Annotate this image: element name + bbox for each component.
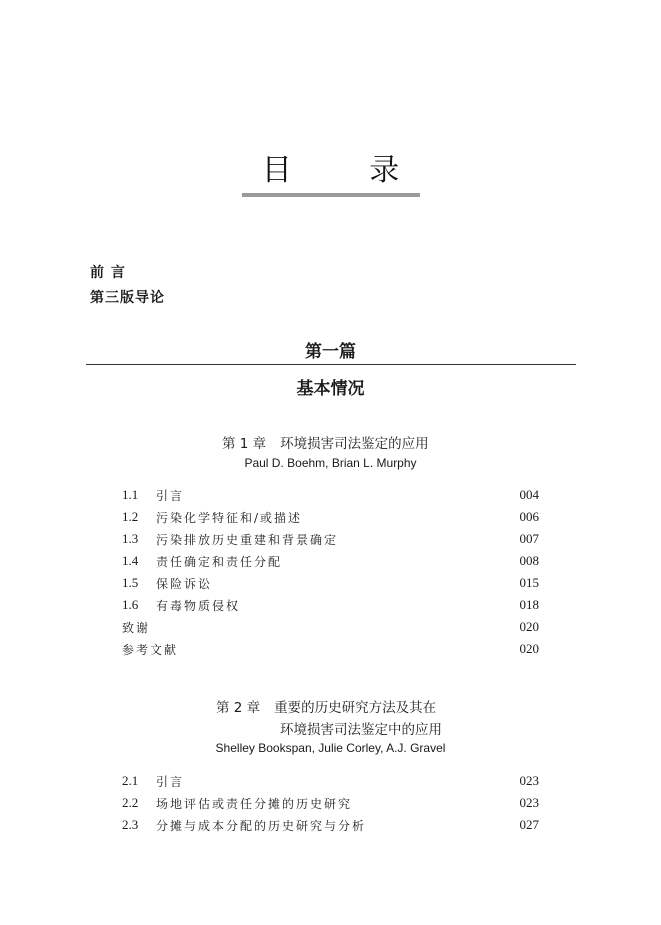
chapter-2-authors: Shelley Bookspan, Julie Corley, A.J. Gravel: [215, 741, 446, 755]
page-number: 008: [519, 553, 539, 568]
toc-entry[interactable]: [122, 773, 539, 795]
entry-title: 责任确定和责任分配: [156, 555, 283, 569]
toc-entry[interactable]: [122, 575, 539, 597]
entry-title: 引言: [156, 489, 185, 503]
title-underline: [242, 193, 420, 197]
toc-entry[interactable]: [122, 597, 539, 619]
section-number: 1.3: [122, 531, 139, 546]
page-number: 020: [519, 641, 539, 656]
page-number: 004: [519, 487, 539, 502]
entry-title: 分摊与成本分配的历史研究与分析: [156, 819, 367, 833]
section-number: 1.4: [122, 553, 139, 568]
page-number: 018: [519, 597, 539, 612]
page-number: 023: [519, 773, 539, 788]
entry-title: 污染化学特征和/或描述: [156, 511, 303, 525]
part-label: 第一篇: [305, 342, 356, 362]
entry-title: 有毒物质侵权: [156, 599, 241, 613]
entry-title: 参考文献: [122, 643, 179, 657]
section-number: 2.1: [122, 773, 139, 788]
section-number: 2.2: [122, 795, 139, 810]
page-number: 015: [519, 575, 539, 590]
toc-entry[interactable]: [122, 509, 539, 531]
entry-title: 场地评估或责任分摊的历史研究: [156, 797, 353, 811]
section-number: 1.6: [122, 597, 139, 612]
section-number: 2.3: [122, 817, 139, 832]
page-number: 007: [519, 531, 539, 546]
toc-entry[interactable]: [122, 795, 539, 817]
chapter-1-heading[interactable]: [222, 432, 429, 452]
toc-entry[interactable]: [122, 641, 539, 663]
page-number: 027: [519, 817, 539, 832]
chapter-title: 重要的历史研究方法及其在: [274, 700, 437, 716]
page-number: 020: [519, 619, 539, 634]
toc-entry[interactable]: [122, 619, 539, 641]
part-title: 基本情况: [296, 379, 365, 399]
toc-entry[interactable]: [122, 817, 539, 839]
toc-entry[interactable]: [122, 553, 539, 575]
entry-title: 致谢: [122, 621, 151, 635]
chapter-2-heading[interactable]: [216, 696, 436, 716]
entry-title: 保险诉讼: [156, 577, 213, 591]
toc-entry[interactable]: [122, 487, 539, 509]
section-number: 1.1: [122, 487, 139, 502]
entry-title: 引言: [156, 775, 185, 789]
section-number: 1.5: [122, 575, 139, 590]
part-divider: [86, 364, 576, 365]
section-number: 1.2: [122, 509, 139, 524]
chapter-1-authors: Paul D. Boehm, Brian L. Murphy: [244, 456, 417, 470]
toc-front-preface[interactable]: 前 言: [90, 265, 126, 281]
chapter-title: 环境损害司法鉴定的应用: [280, 436, 429, 452]
entry-title: 污染排放历史重建和背景确定: [156, 533, 339, 547]
page-number: 023: [519, 795, 539, 810]
page-number: 006: [519, 509, 539, 524]
page-title: 目 录: [261, 153, 434, 188]
chapter-number: 第 1 章: [222, 436, 267, 452]
chapter-number: 第 2 章: [216, 700, 261, 716]
toc-entry[interactable]: [122, 531, 539, 553]
toc-front-intro[interactable]: 第三版导论: [90, 290, 165, 306]
chapter-2-title-line2: 环境损害司法鉴定中的应用: [280, 722, 442, 738]
